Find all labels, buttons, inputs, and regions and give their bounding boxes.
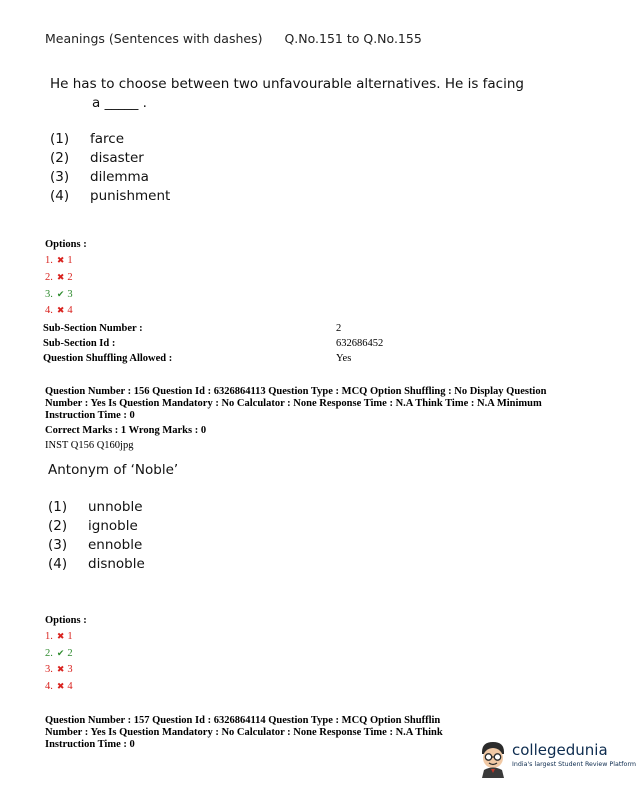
- question-1-text: He has to choose between two unfavourable alternatives. He is facing: [50, 76, 524, 92]
- cross-icon: ✖: [56, 255, 65, 265]
- mascot-icon: [476, 738, 510, 778]
- question-range: Q.No.151 to Q.No.155: [284, 31, 422, 46]
- question-1-blank: a _____ .: [92, 95, 147, 111]
- question-2-text: Antonym of ‘Noble’: [48, 462, 179, 478]
- question-meta-line: Question Number : 156 Question Id : 6326864113 Question Type : MCQ Option Shuffling : No Display Question: [45, 386, 547, 397]
- header-title: Meanings (Sentences with dashes): [45, 31, 263, 46]
- subsection-number-value: 2: [336, 323, 342, 334]
- shuffle-label: Question Shuffling Allowed :: [43, 353, 173, 364]
- shuffle-value: Yes: [336, 353, 352, 364]
- logo-name: collegedunia: [512, 741, 608, 759]
- cross-icon: ✖: [56, 305, 65, 315]
- options-label: Options :: [45, 615, 87, 626]
- cross-icon: ✖: [56, 681, 65, 691]
- question-meta-line: Question Number : 157 Question Id : 6326864114 Question Type : MCQ Option Shufflin: [45, 715, 441, 726]
- options-label: Options :: [45, 239, 87, 250]
- cross-icon: ✖: [56, 664, 65, 674]
- option-item: 2. ✖ 2: [45, 272, 73, 283]
- option-item: 4. ✖ 4: [45, 305, 73, 316]
- question-meta-line: Number : Yes Is Question Mandatory : No Calculator : None Response Time : N.A Think Time : N.A Minimum: [45, 398, 542, 409]
- subsection-id-label: Sub-Section Id :: [43, 338, 116, 349]
- check-icon: ✔: [56, 289, 65, 299]
- question-meta-line: Instruction Time : 0: [45, 410, 135, 421]
- choice-row: (3) ennoble: [48, 537, 143, 553]
- choice-row: (2) disaster: [50, 150, 144, 166]
- option-item: 1. ✖ 1: [45, 255, 73, 266]
- cross-icon: ✖: [56, 631, 65, 641]
- option-item: 3. ✔ 3: [45, 289, 73, 300]
- question-meta-line: Instruction Time : 0: [45, 739, 135, 750]
- option-item: 1. ✖ 1: [45, 631, 73, 642]
- option-item: 3. ✖ 3: [45, 664, 73, 675]
- choice-row: (3) dilemma: [50, 169, 149, 185]
- marks-line: Correct Marks : 1 Wrong Marks : 0: [45, 425, 207, 436]
- cross-icon: ✖: [56, 272, 65, 282]
- logo-tagline: India's largest Student Review Platform: [512, 761, 636, 768]
- choice-row: (1) unnoble: [48, 499, 143, 515]
- question-meta-line: Number : Yes Is Question Mandatory : No Calculator : None Response Time : N.A Think: [45, 727, 443, 738]
- choice-row: (4) punishment: [50, 188, 171, 204]
- choice-row: (1) farce: [50, 131, 125, 147]
- choice-row: (2) ignoble: [48, 518, 138, 534]
- check-icon: ✔: [56, 648, 65, 658]
- option-item: 4. ✖ 4: [45, 681, 73, 692]
- page-header: [45, 31, 422, 46]
- subsection-id-value: 632686452: [336, 338, 384, 349]
- choice-row: (4) disnoble: [48, 556, 145, 572]
- inst-line: INST Q156 Q160jpg: [45, 440, 134, 451]
- subsection-number-label: Sub-Section Number :: [43, 323, 143, 334]
- option-item: 2. ✔ 2: [45, 648, 73, 659]
